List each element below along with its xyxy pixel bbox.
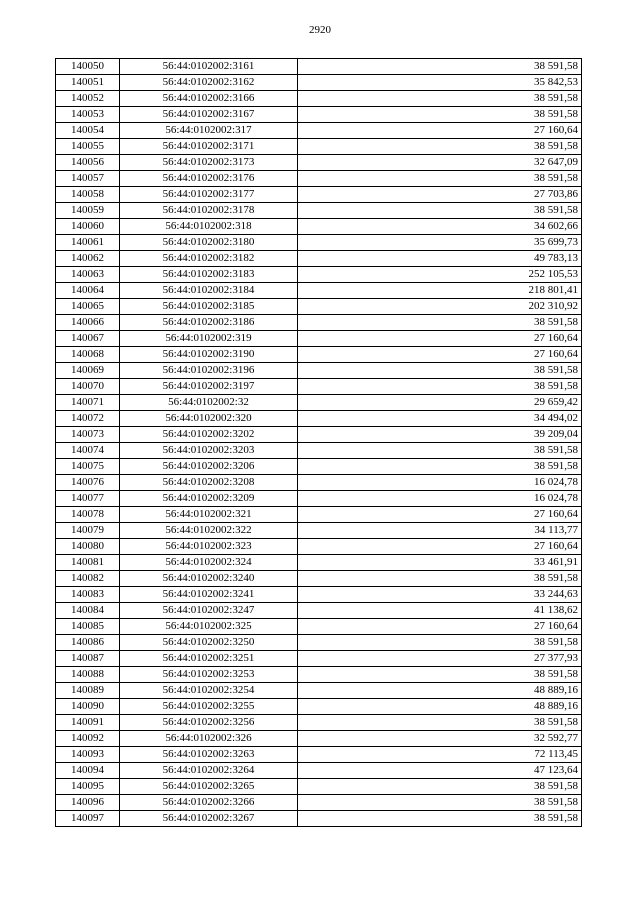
table-row xyxy=(56,411,582,427)
cadastral-number-cell: 56:44:0102002:3167 xyxy=(120,107,298,123)
cadastral-number-cell: 56:44:0102002:32 xyxy=(120,395,298,411)
cadastral-number-cell: 56:44:0102002:3206 xyxy=(120,459,298,475)
table-row xyxy=(56,395,582,411)
cadastral-number-cell: 56:44:0102002:3196 xyxy=(120,363,298,379)
table-row xyxy=(56,475,582,491)
cadastral-value-cell: 49 783,13 xyxy=(298,251,582,267)
table-row xyxy=(56,731,582,747)
cadastral-value-cell: 32 592,77 xyxy=(298,731,582,747)
row-number-cell: 140084 xyxy=(56,603,120,619)
cadastral-number-cell: 56:44:0102002:3202 xyxy=(120,427,298,443)
cadastral-value-cell: 38 591,58 xyxy=(298,459,582,475)
row-number-cell: 140053 xyxy=(56,107,120,123)
row-number-cell: 140094 xyxy=(56,763,120,779)
row-number-cell: 140097 xyxy=(56,811,120,827)
table-row xyxy=(56,683,582,699)
row-number-cell: 140083 xyxy=(56,587,120,603)
row-number-cell: 140050 xyxy=(56,59,120,75)
cadastral-value-cell: 38 591,58 xyxy=(298,667,582,683)
row-number-cell: 140091 xyxy=(56,715,120,731)
cadastral-number-cell: 56:44:0102002:3247 xyxy=(120,603,298,619)
row-number-cell: 140067 xyxy=(56,331,120,347)
row-number-cell: 140061 xyxy=(56,235,120,251)
cadastral-number-cell: 56:44:0102002:3241 xyxy=(120,587,298,603)
cadastral-value-cell: 38 591,58 xyxy=(298,59,582,75)
table-row xyxy=(56,187,582,203)
cadastral-number-cell: 56:44:0102002:3185 xyxy=(120,299,298,315)
cadastral-value-cell: 202 310,92 xyxy=(298,299,582,315)
row-number-cell: 140074 xyxy=(56,443,120,459)
table-row xyxy=(56,507,582,523)
table-row xyxy=(56,779,582,795)
table-row xyxy=(56,459,582,475)
cadastral-value-cell: 38 591,58 xyxy=(298,107,582,123)
cadastral-number-cell: 56:44:0102002:3209 xyxy=(120,491,298,507)
row-number-cell: 140058 xyxy=(56,187,120,203)
table-row xyxy=(56,795,582,811)
cadastral-value-cell: 16 024,78 xyxy=(298,475,582,491)
table-row xyxy=(56,203,582,219)
cadastral-number-cell: 56:44:0102002:3176 xyxy=(120,171,298,187)
row-number-cell: 140051 xyxy=(56,75,120,91)
row-number-cell: 140065 xyxy=(56,299,120,315)
row-number-cell: 140078 xyxy=(56,507,120,523)
table-row xyxy=(56,235,582,251)
row-number-cell: 140092 xyxy=(56,731,120,747)
row-number-cell: 140054 xyxy=(56,123,120,139)
cadastral-number-cell: 56:44:0102002:3166 xyxy=(120,91,298,107)
table-row xyxy=(56,347,582,363)
row-number-cell: 140060 xyxy=(56,219,120,235)
cadastral-value-cell: 27 160,64 xyxy=(298,619,582,635)
table-row xyxy=(56,555,582,571)
row-number-cell: 140086 xyxy=(56,635,120,651)
row-number-cell: 140088 xyxy=(56,667,120,683)
row-number-cell: 140093 xyxy=(56,747,120,763)
row-number-cell: 140075 xyxy=(56,459,120,475)
row-number-cell: 140076 xyxy=(56,475,120,491)
table-row xyxy=(56,603,582,619)
cadastral-value-cell: 38 591,58 xyxy=(298,571,582,587)
cadastral-number-cell: 56:44:0102002:3253 xyxy=(120,667,298,683)
table-row xyxy=(56,427,582,443)
cadastral-number-cell: 56:44:0102002:3178 xyxy=(120,203,298,219)
table-row xyxy=(56,571,582,587)
cadastral-number-cell: 56:44:0102002:3255 xyxy=(120,699,298,715)
cadastral-value-cell: 38 591,58 xyxy=(298,315,582,331)
cadastral-number-cell: 56:44:0102002:3267 xyxy=(120,811,298,827)
cadastral-value-cell: 41 138,62 xyxy=(298,603,582,619)
row-number-cell: 140068 xyxy=(56,347,120,363)
table-row xyxy=(56,523,582,539)
cadastral-value-cell: 38 591,58 xyxy=(298,379,582,395)
cadastral-number-cell: 56:44:0102002:317 xyxy=(120,123,298,139)
cadastral-value-cell: 38 591,58 xyxy=(298,635,582,651)
cadastral-number-cell: 56:44:0102002:3208 xyxy=(120,475,298,491)
table-row xyxy=(56,587,582,603)
table-row xyxy=(56,139,582,155)
cadastral-value-cell: 38 591,58 xyxy=(298,139,582,155)
cadastral-number-cell: 56:44:0102002:3250 xyxy=(120,635,298,651)
table-row xyxy=(56,539,582,555)
row-number-cell: 140059 xyxy=(56,203,120,219)
row-number-cell: 140064 xyxy=(56,283,120,299)
cadastral-number-cell: 56:44:0102002:3186 xyxy=(120,315,298,331)
row-number-cell: 140063 xyxy=(56,267,120,283)
table-row xyxy=(56,283,582,299)
cadastral-number-cell: 56:44:0102002:3254 xyxy=(120,683,298,699)
table-row xyxy=(56,443,582,459)
cadastral-number-cell: 56:44:0102002:3162 xyxy=(120,75,298,91)
cadastral-number-cell: 56:44:0102002:324 xyxy=(120,555,298,571)
cadastral-value-table xyxy=(55,58,582,827)
table-row xyxy=(56,747,582,763)
table-row xyxy=(56,667,582,683)
table-row xyxy=(56,91,582,107)
cadastral-value-cell: 32 647,09 xyxy=(298,155,582,171)
cadastral-number-cell: 56:44:0102002:3264 xyxy=(120,763,298,779)
table-row xyxy=(56,491,582,507)
cadastral-number-cell: 56:44:0102002:3161 xyxy=(120,59,298,75)
cadastral-value-cell: 34 494,02 xyxy=(298,411,582,427)
table-row xyxy=(56,251,582,267)
cadastral-value-cell: 33 244,63 xyxy=(298,587,582,603)
cadastral-value-cell: 27 160,64 xyxy=(298,539,582,555)
cadastral-value-cell: 27 377,93 xyxy=(298,651,582,667)
cadastral-value-cell: 38 591,58 xyxy=(298,443,582,459)
cadastral-number-cell: 56:44:0102002:319 xyxy=(120,331,298,347)
row-number-cell: 140062 xyxy=(56,251,120,267)
cadastral-value-cell: 27 160,64 xyxy=(298,507,582,523)
row-number-cell: 140080 xyxy=(56,539,120,555)
table-row xyxy=(56,171,582,187)
cadastral-number-cell: 56:44:0102002:3240 xyxy=(120,571,298,587)
row-number-cell: 140071 xyxy=(56,395,120,411)
table-row xyxy=(56,107,582,123)
cadastral-value-cell: 48 889,16 xyxy=(298,683,582,699)
page-number: 2920 xyxy=(309,24,331,36)
cadastral-number-cell: 56:44:0102002:3171 xyxy=(120,139,298,155)
cadastral-number-cell: 56:44:0102002:3184 xyxy=(120,283,298,299)
cadastral-value-cell: 47 123,64 xyxy=(298,763,582,779)
cadastral-number-cell: 56:44:0102002:322 xyxy=(120,523,298,539)
table-body xyxy=(56,59,582,827)
table-row xyxy=(56,363,582,379)
cadastral-value-cell: 27 160,64 xyxy=(298,331,582,347)
table-row xyxy=(56,267,582,283)
row-number-cell: 140073 xyxy=(56,427,120,443)
cadastral-number-cell: 56:44:0102002:3251 xyxy=(120,651,298,667)
row-number-cell: 140072 xyxy=(56,411,120,427)
table-row xyxy=(56,59,582,75)
row-number-cell: 140057 xyxy=(56,171,120,187)
table-row xyxy=(56,155,582,171)
row-number-cell: 140096 xyxy=(56,795,120,811)
cadastral-value-cell: 29 659,42 xyxy=(298,395,582,411)
cadastral-value-cell: 252 105,53 xyxy=(298,267,582,283)
cadastral-value-cell: 38 591,58 xyxy=(298,171,582,187)
cadastral-number-cell: 56:44:0102002:3197 xyxy=(120,379,298,395)
cadastral-number-cell: 56:44:0102002:323 xyxy=(120,539,298,555)
row-number-cell: 140052 xyxy=(56,91,120,107)
row-number-cell: 140066 xyxy=(56,315,120,331)
row-number-cell: 140082 xyxy=(56,571,120,587)
cadastral-value-cell: 27 160,64 xyxy=(298,123,582,139)
cadastral-value-cell: 16 024,78 xyxy=(298,491,582,507)
cadastral-value-cell: 39 209,04 xyxy=(298,427,582,443)
row-number-cell: 140089 xyxy=(56,683,120,699)
row-number-cell: 140079 xyxy=(56,523,120,539)
table-row xyxy=(56,75,582,91)
table-row xyxy=(56,635,582,651)
cadastral-value-cell: 35 842,53 xyxy=(298,75,582,91)
row-number-cell: 140069 xyxy=(56,363,120,379)
cadastral-number-cell: 56:44:0102002:3182 xyxy=(120,251,298,267)
cadastral-value-cell: 38 591,58 xyxy=(298,715,582,731)
cadastral-value-cell: 34 113,77 xyxy=(298,523,582,539)
row-number-cell: 140077 xyxy=(56,491,120,507)
cadastral-number-cell: 56:44:0102002:3266 xyxy=(120,795,298,811)
cadastral-value-cell: 38 591,58 xyxy=(298,795,582,811)
table-row xyxy=(56,219,582,235)
cadastral-value-cell: 38 591,58 xyxy=(298,363,582,379)
cadastral-number-cell: 56:44:0102002:3180 xyxy=(120,235,298,251)
cadastral-number-cell: 56:44:0102002:3263 xyxy=(120,747,298,763)
cadastral-value-cell: 48 889,16 xyxy=(298,699,582,715)
table-row xyxy=(56,315,582,331)
cadastral-number-cell: 56:44:0102002:3203 xyxy=(120,443,298,459)
table-row xyxy=(56,811,582,827)
row-number-cell: 140087 xyxy=(56,651,120,667)
cadastral-value-cell: 27 703,86 xyxy=(298,187,582,203)
table-row xyxy=(56,619,582,635)
table-row xyxy=(56,331,582,347)
cadastral-number-cell: 56:44:0102002:3265 xyxy=(120,779,298,795)
cadastral-number-cell: 56:44:0102002:3177 xyxy=(120,187,298,203)
cadastral-value-cell: 38 591,58 xyxy=(298,203,582,219)
cadastral-number-cell: 56:44:0102002:3190 xyxy=(120,347,298,363)
cadastral-value-cell: 72 113,45 xyxy=(298,747,582,763)
row-number-cell: 140095 xyxy=(56,779,120,795)
row-number-cell: 140070 xyxy=(56,379,120,395)
table-row xyxy=(56,699,582,715)
cadastral-number-cell: 56:44:0102002:3256 xyxy=(120,715,298,731)
cadastral-value-cell: 38 591,58 xyxy=(298,91,582,107)
table-row xyxy=(56,379,582,395)
cadastral-number-cell: 56:44:0102002:3183 xyxy=(120,267,298,283)
cadastral-value-cell: 38 591,58 xyxy=(298,779,582,795)
cadastral-value-cell: 38 591,58 xyxy=(298,811,582,827)
cadastral-number-cell: 56:44:0102002:318 xyxy=(120,219,298,235)
cadastral-value-cell: 218 801,41 xyxy=(298,283,582,299)
cadastral-number-cell: 56:44:0102002:320 xyxy=(120,411,298,427)
cadastral-number-cell: 56:44:0102002:326 xyxy=(120,731,298,747)
row-number-cell: 140081 xyxy=(56,555,120,571)
row-number-cell: 140056 xyxy=(56,155,120,171)
table-row xyxy=(56,763,582,779)
table-row xyxy=(56,123,582,139)
row-number-cell: 140085 xyxy=(56,619,120,635)
cadastral-number-cell: 56:44:0102002:325 xyxy=(120,619,298,635)
cadastral-value-cell: 33 461,91 xyxy=(298,555,582,571)
table-row xyxy=(56,299,582,315)
table-row xyxy=(56,651,582,667)
table-row xyxy=(56,715,582,731)
cadastral-number-cell: 56:44:0102002:321 xyxy=(120,507,298,523)
cadastral-value-cell: 35 699,73 xyxy=(298,235,582,251)
cadastral-value-cell: 27 160,64 xyxy=(298,347,582,363)
cadastral-value-cell: 34 602,66 xyxy=(298,219,582,235)
row-number-cell: 140090 xyxy=(56,699,120,715)
row-number-cell: 140055 xyxy=(56,139,120,155)
cadastral-number-cell: 56:44:0102002:3173 xyxy=(120,155,298,171)
